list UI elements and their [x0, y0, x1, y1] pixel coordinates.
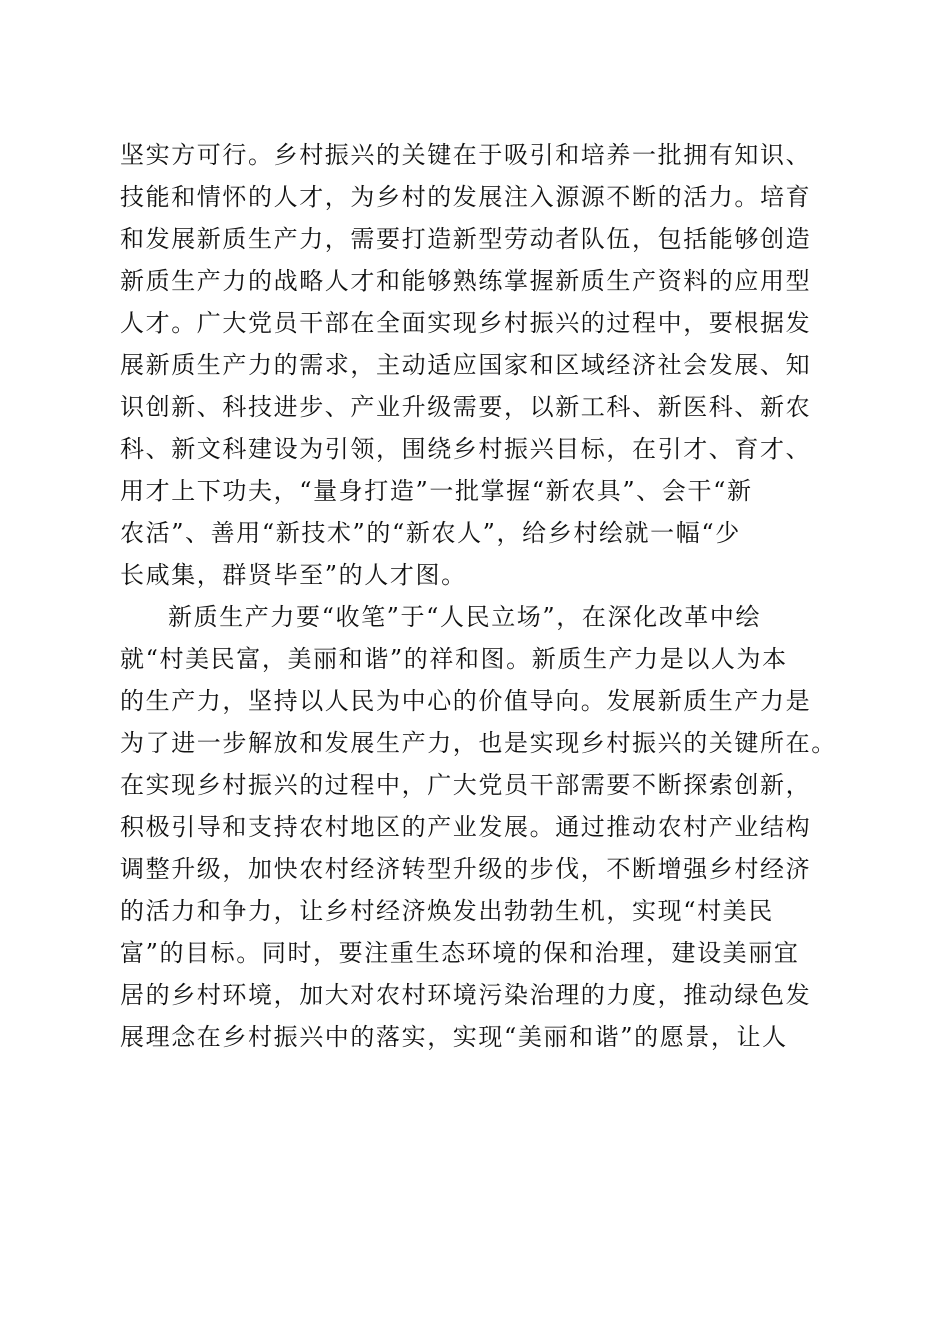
text-line: 长咸集，群贤毕至”的人才图。 [120, 561, 467, 589]
text-line: 科、新文科建设为引领，围绕乡村振兴目标，在引才、育才、 [120, 435, 812, 463]
text-line: 为了进一步解放和发展生产力，也是实现乡村振兴的关键所在。 [120, 729, 837, 757]
text-line: 技能和情怀的人才，为乡村的发展注入源源不断的活力。培育 [120, 183, 812, 211]
text-line: 展新质生产力的需求，主动适应国家和区域经济社会发展、知 [120, 351, 812, 379]
text-line: 积极引导和支持农村地区的产业发展。通过推动农村产业结构 [120, 813, 812, 841]
text-line: 居的乡村环境，加大对农村环境污染治理的力度，推动绿色发 [120, 981, 812, 1009]
text-line: 富”的目标。同时，要注重生态环境的保和治理，建设美丽宜 [120, 939, 800, 967]
paragraph-2 [120, 596, 840, 1058]
text-line: 农活”、善用“新技术”的“新农人”，给乡村绘就一幅“少 [120, 519, 741, 547]
text-line: 识创新、科技进步、产业升级需要，以新工科、新医科、新农 [120, 393, 812, 421]
text-line: 调整升级，加快农村经济转型升级的步伐，不断增强乡村经济 [120, 855, 812, 883]
text-line: 就“村美民富，美丽和谐”的祥和图。新质生产力是以人为本 [120, 645, 788, 673]
text-line: 的活力和争力，让乡村经济焕发出勃勃生机，实现“村美民 [120, 897, 774, 925]
document-body [120, 134, 840, 1058]
text-line: 新质生产力要“收笔”于“人民立场”，在深化改革中绘 [168, 603, 762, 631]
text-line: 坚实方可行。乡村振兴的关键在于吸引和培养一批拥有知识、 [120, 141, 812, 169]
text-line: 新质生产力的战略人才和能够熟练掌握新质生产资料的应用型 [120, 267, 812, 295]
text-line: 在实现乡村振兴的过程中，广大党员干部需要不断探索创新， [120, 771, 812, 799]
paragraph-1 [120, 134, 840, 596]
text-line: 和发展新质生产力，需要打造新型劳动者队伍，包括能够创造 [120, 225, 812, 253]
text-line: 的生产力，坚持以人民为中心的价值导向。发展新质生产力是 [120, 687, 812, 715]
text-line: 展理念在乡村振兴中的落实，实现“美丽和谐”的愿景，让人 [120, 1023, 788, 1051]
text-line: 用才上下功夫，“量身打造”一批掌握“新农具”、会干“新 [120, 477, 753, 505]
text-line: 人才。广大党员干部在全面实现乡村振兴的过程中，要根据发 [120, 309, 812, 337]
